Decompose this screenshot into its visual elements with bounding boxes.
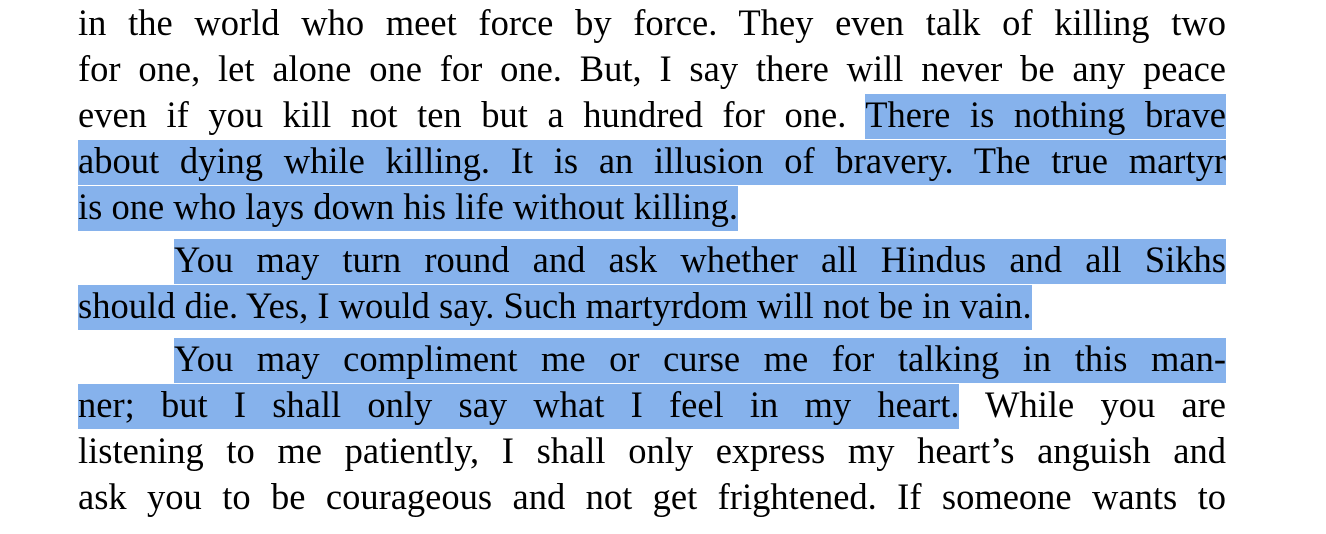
paragraph-1-line-5: [78, 184, 1226, 230]
paragraph-3-line-1: [174, 336, 1226, 382]
text-run: even if you kill not ten but a hundred for one.: [78, 94, 847, 135]
paragraph-1-line-3: [78, 92, 1226, 138]
highlighted-text[interactable]: is one who lays down his life without killing.: [78, 186, 739, 227]
text-run: While you are: [985, 384, 1226, 425]
highlighted-text[interactable]: about dying while killing. It is an illusion of bravery. The true martyr: [78, 140, 1226, 181]
paragraph-3-line-4: [78, 474, 1226, 520]
highlighted-text[interactable]: should die. Yes, I would say. Such martyrdom will not be in vain.: [78, 285, 1032, 326]
highlighted-text[interactable]: You may turn round and ask whether all Hindus and all Sikhs: [174, 239, 1226, 280]
highlighted-text[interactable]: You may compliment me or curse me for talking in this man-: [174, 338, 1226, 379]
paragraph-1-line-4: [78, 138, 1226, 184]
paragraph-2-line-2: [78, 283, 1226, 329]
text-run: listening to me patiently, I shall only express my heart’s anguish and: [78, 430, 1226, 471]
highlighted-text[interactable]: There is nothing brave: [865, 94, 1226, 135]
paragraph-2-line-1: [174, 237, 1226, 283]
paragraph-1-line-1: [78, 0, 1226, 46]
text-run: ask you to be courageous and not get frightened. If someone wants to: [78, 476, 1226, 517]
highlighted-text[interactable]: ner; but I shall only say what I feel in my heart.: [78, 384, 960, 425]
text-run: for one, let alone one for one. But, I say there will never be any peace: [78, 48, 1226, 89]
paragraph-1-line-2: [78, 46, 1226, 92]
paragraph-3-line-3: [78, 428, 1226, 474]
paragraph-3-line-2: [78, 382, 1226, 428]
text-run: in the world who meet force by force. They even talk of killing two: [78, 2, 1226, 43]
